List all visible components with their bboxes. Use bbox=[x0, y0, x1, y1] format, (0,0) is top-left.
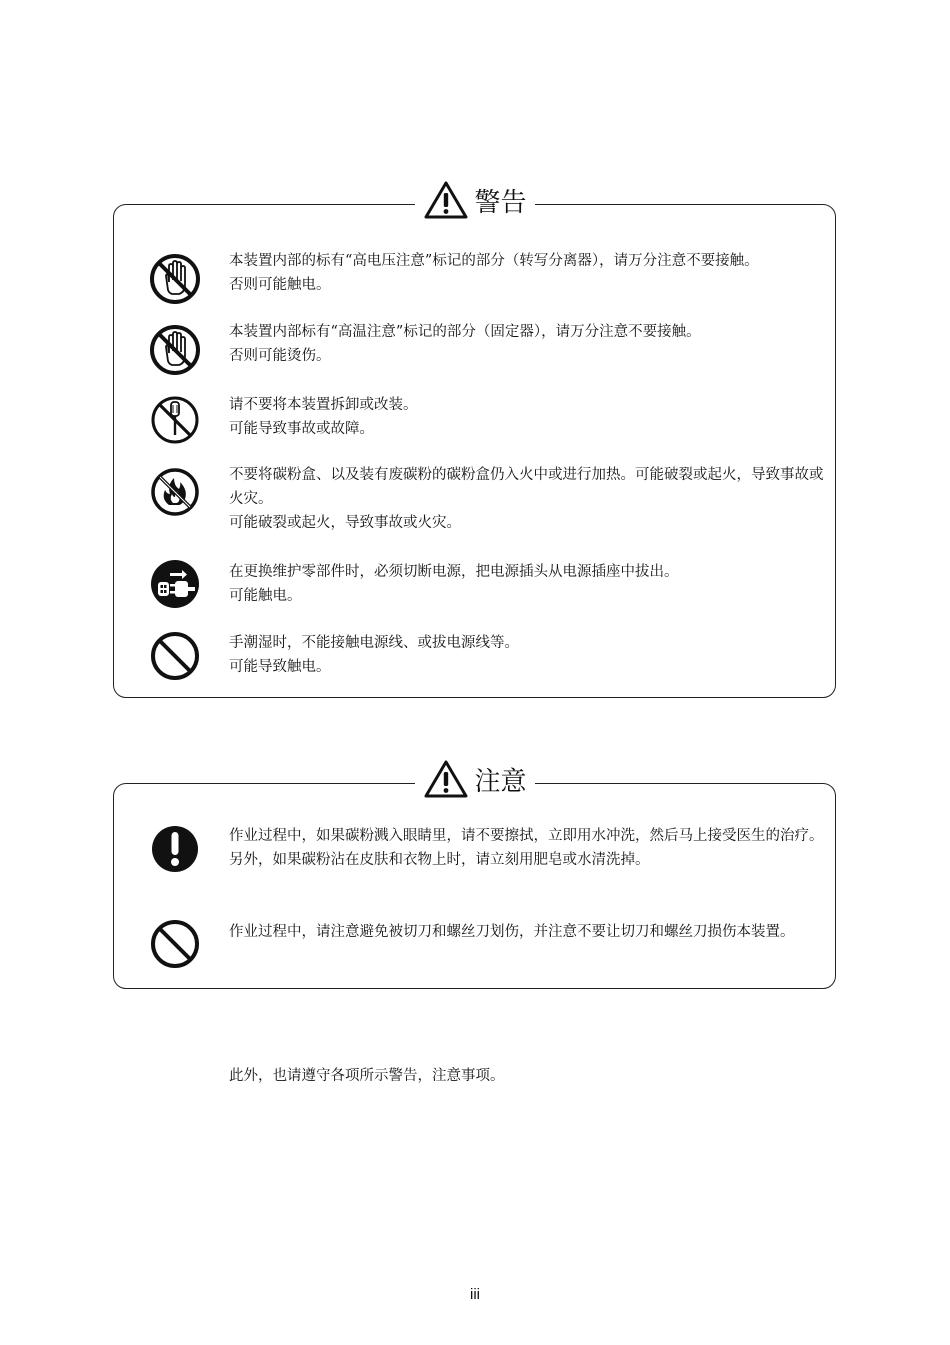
warning-item-text: 在更换维护零部件时，必须切断电源，把电源插头从电源插座中拔出。 可能触电。 bbox=[229, 564, 679, 604]
unplug-icon bbox=[148, 557, 202, 611]
warning-item-text: 不要将碳粉盒、以及装有废碳粉的碳粉盒仍入火中或进行加热。可能破裂或起火，导致事故或火灾。 可能破裂或起火，导致事故或火灾。 bbox=[229, 467, 824, 531]
warning-triangle-icon bbox=[422, 180, 468, 220]
caution-panel bbox=[113, 766, 836, 989]
no-disassembly-icon bbox=[148, 393, 202, 447]
warning-heading bbox=[414, 180, 534, 220]
caution-item-text: 作业过程中，请注意避免被切刀和螺丝刀划伤，并注意不要让切刀和螺丝刀损伤本装置。 bbox=[229, 924, 795, 940]
caution-item-text: 作业过程中，如果碳粉溅入眼睛里，请不要擦拭，立即用水冲洗，然后马上接受医生的治疗。另外，如果碳粉沾在皮肤和衣物上时，请立刻用肥皂或水清洗掉。 bbox=[229, 828, 824, 868]
no-fire-icon bbox=[148, 465, 202, 519]
footer-note: 此外，也请遵守各项所示警告，注意事项。 bbox=[229, 1068, 505, 1084]
no-touch-icon bbox=[148, 252, 202, 306]
no-touch-icon bbox=[148, 323, 202, 377]
warning-item-text: 本装置内部标有“高温注意”标记的部分（固定器），请万分注意不要接触。 否则可能烫伤。 bbox=[229, 324, 701, 364]
caution-heading bbox=[414, 759, 534, 799]
prohibition-icon bbox=[148, 629, 202, 683]
warning-item-text: 请不要将本装置拆卸或改装。 可能导致事故或故障。 bbox=[229, 397, 418, 437]
caution-title: 注意 bbox=[474, 766, 527, 797]
warning-triangle-icon bbox=[422, 759, 468, 799]
warning-item-text: 手潮湿时，不能接触电源线、或拔电源线等。 可能导致触电。 bbox=[229, 635, 519, 675]
warning-title: 警告 bbox=[474, 187, 527, 218]
page-number: iii bbox=[470, 1286, 480, 1303]
mandatory-action-icon bbox=[148, 822, 202, 876]
warning-panel bbox=[113, 187, 836, 698]
prohibition-icon bbox=[148, 917, 202, 971]
warning-item-text: 本装置内部的标有“高电压注意”标记的部分（转写分离器），请万分注意不要接触。 否则可能触电。 bbox=[229, 253, 759, 293]
